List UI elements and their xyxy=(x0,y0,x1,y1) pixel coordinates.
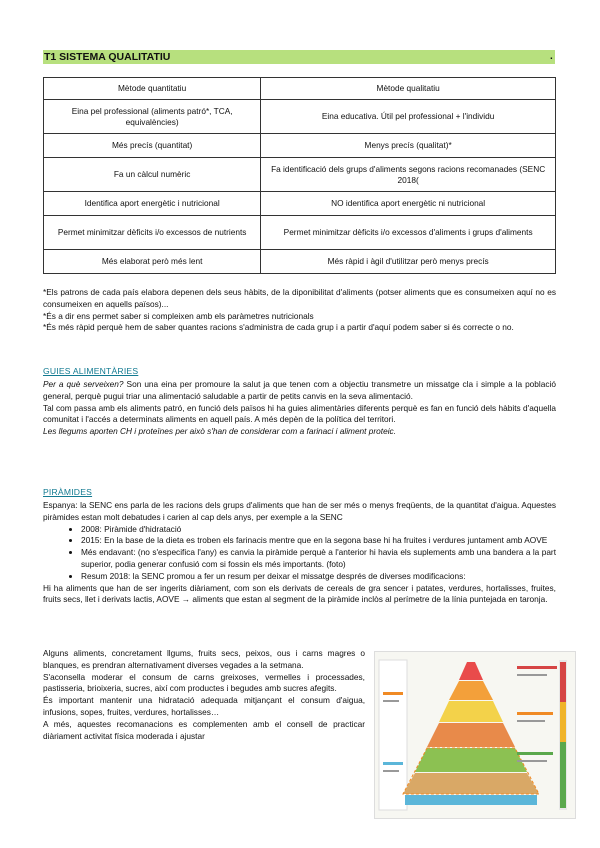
table-cell: Més precís (quantitat) xyxy=(44,134,261,158)
table-cell: Identifica aport energètic i nutricional xyxy=(44,192,261,216)
list-item: • 2008: Piràmide d'hidratació xyxy=(81,524,556,536)
table-cell: Permet minimitzar dèficits i/o excessos d'aliments i grups d'aliments xyxy=(261,216,556,250)
piramides-intro xyxy=(43,500,556,524)
footnote: *És a dir ens permet saber si compleixen amb els paràmetres nutricionals xyxy=(43,310,314,321)
guies-body xyxy=(43,379,556,438)
table-row xyxy=(44,192,556,216)
section-heading-guies: GUIES ALIMENTÀRIES xyxy=(43,366,139,376)
table-row xyxy=(44,216,556,250)
piramides-paragraph: Hi ha aliments que han de ser ingerits diàriament, com son els derivats de cereals de gra sencer i patates, verdures, hortalisses, fruites, fruits secs, llet i derivats lactis, AOVE → aliments que estan al segment de la piràmide inclòs al perímetre de la línia puntejada en taronja. xyxy=(43,582,556,605)
table-header-row xyxy=(44,78,556,100)
table-row xyxy=(44,134,556,158)
section-heading-piramides: PIRÀMIDES xyxy=(43,487,93,497)
comparison-table xyxy=(43,77,556,274)
table-row xyxy=(44,250,556,274)
guies-question: Per a què serveixen? xyxy=(43,379,124,389)
table-cell: Més elaborat però més lent xyxy=(44,250,261,274)
pyramid-bullet-list xyxy=(43,524,556,583)
table-cell: Menys precís (qualitat)* xyxy=(261,134,556,158)
side-paragraph: A més, aquestes recomanacions es complementen amb el consell de practicar diàriament activitat física moderada i ajustar xyxy=(43,718,365,741)
guies-paragraph-2: Tal com passa amb els aliments patró, en funció dels països hi ha guies alimentàries diferents perquè es fan en funció dels hàbits d'aquella comunitat i l'accés a determinats aliments en aquell país. A més depèn de la política del territori. xyxy=(43,402,556,425)
piramides-body xyxy=(43,500,556,606)
title-dot: . xyxy=(550,51,553,62)
list-item: • Més endavant: (no s'especifica l'any) es canvia la piràmide perquè a l'anterior hi havia els suplements amb una bandera a la part superior, podia generar confusió com si fossin els més importants. (foto) xyxy=(81,547,556,571)
table-row xyxy=(44,158,556,192)
table-cell: Eina pel professional (aliments patró*, TCA, equivalències) xyxy=(44,100,261,134)
table-cell: Eina educativa. Útil pel professional + l'individu xyxy=(261,100,556,134)
side-paragraph: És important mantenir una hidratació adequada mitjançant el consum d'aigua, infusions, sopes, fruites, verdures, hortalisses… xyxy=(43,695,365,717)
list-item: • 2015: En la base de la dieta es troben els farinacis mentre que en la segona base hi ha fruites i verdures juntament amb AOVE xyxy=(81,535,556,547)
intro-text: : la SENC ens parla de les racions dels grups d'aliments que han de ser més o menys freqüents, de la quantitat d'aigua. Aquestes piràmides estan molt debatudes i carien al cap dels anys, per exemple a la SENC xyxy=(43,500,556,522)
footnote: *Els patrons de cada país elabora depenen dels seus hàbits, de la diponibilitat d'aliments (potser aliments que es consumeixen aquí no es consumeixen en aquells països)... xyxy=(43,287,556,309)
table-cell: NO identifica aport energètic ni nutricional xyxy=(261,192,556,216)
table-cell: Fa identificació dels grups d'aliments segons racions recomanades (SENC 2018( xyxy=(261,158,556,192)
footnotes xyxy=(43,287,556,334)
table-header: Mètode quantitatiu xyxy=(44,78,261,100)
guies-legume-note: Les llegums aporten CH i proteïnes per això s'han de considerar com a farinaci i aliment proteic. xyxy=(43,426,396,437)
guies-paragraph-3 xyxy=(43,426,556,438)
piramides-side-text xyxy=(43,648,365,742)
guies-paragraph-1 xyxy=(43,379,556,403)
list-item: • Resum 2018: la SENC promou a fer un resum per deixar el missatge després de diverses modificacions: xyxy=(81,571,556,583)
intro-label: Espanya xyxy=(43,500,76,510)
footnote: *És més ràpid perquè hem de saber quantes racions s'administra de cada grup i a partir d'aquí podem saber si és correcte o no. xyxy=(43,322,514,333)
side-paragraph: Alguns aliments, concretament llgums, fruits secs, peixos, ous i carns magres o blanques, es prendran alternativament diverses vegades a la setmana. xyxy=(43,648,365,670)
table-cell: Permet minimitzar dèficits i/o excessos de nutrients xyxy=(44,216,261,250)
pyramid-illustration xyxy=(375,652,575,818)
side-paragraph: S'aconsella moderar el consum de carns greixoses, vermelles i processades, pastisseria, brioixeria, sucres, així com productes i begudes amb sucres afegits. xyxy=(43,671,365,694)
table-cell: Més ràpid i àgil d'utilitzar però menys precís xyxy=(261,250,556,274)
page-title: T1 SISTEMA QUALITATIU xyxy=(44,51,171,63)
food-pyramid-image xyxy=(374,651,576,819)
table-row xyxy=(44,100,556,134)
table-header: Mètode qualitatiu xyxy=(261,78,556,100)
guies-answer: Son una eina per promoure la salut ja que tenen com a objectiu transmetre un missatge cla i simple a la població general, perquè pugui triar una alimentació saludable a partir de petits canvis en la seva alimentació. xyxy=(43,379,556,401)
table-cell: Fa un càlcul numèric xyxy=(44,158,261,192)
